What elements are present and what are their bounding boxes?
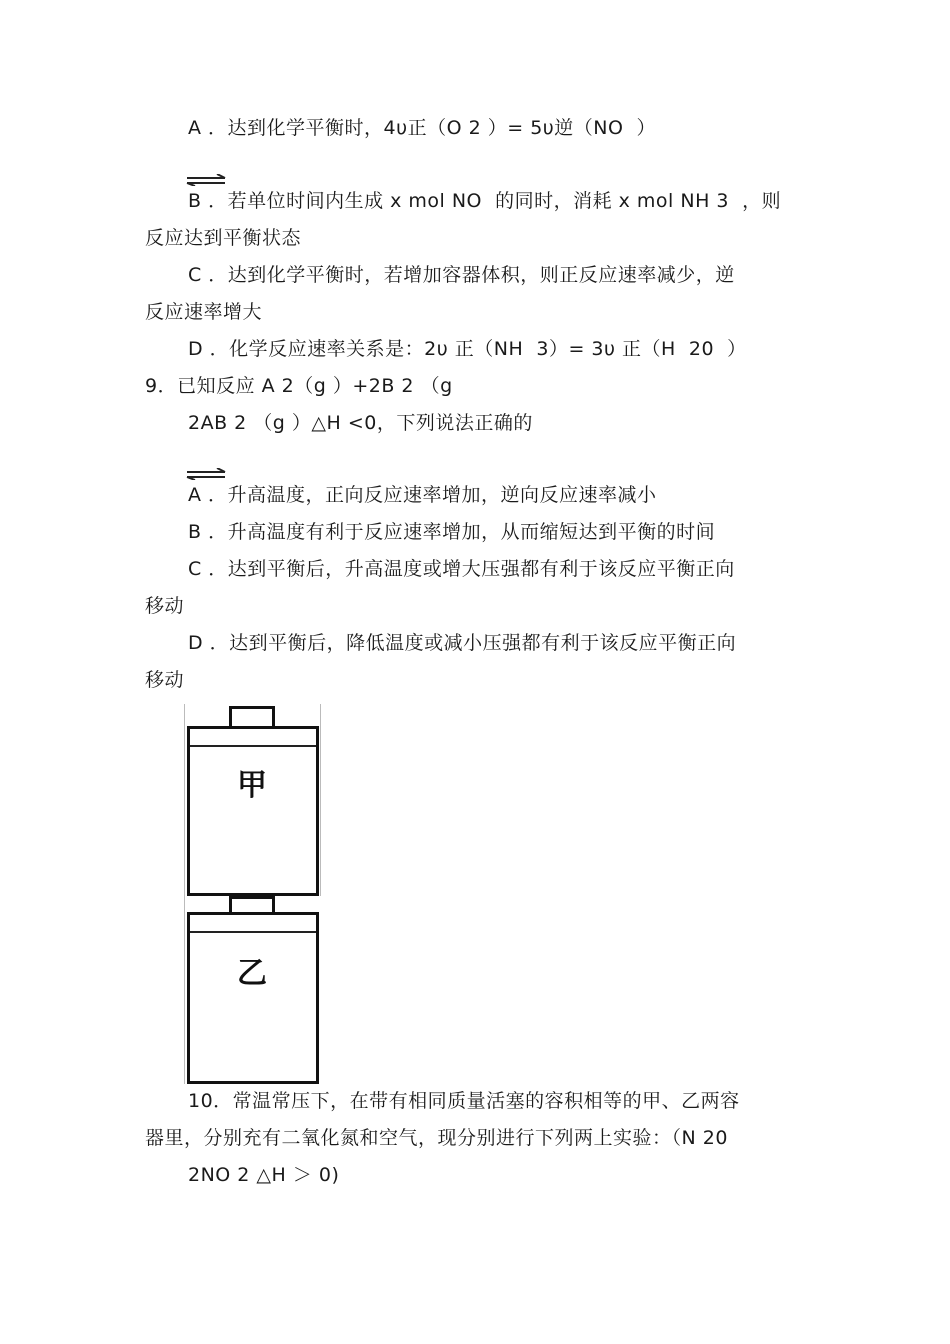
piston	[190, 931, 316, 933]
equilibrium-arrow-icon	[186, 174, 226, 186]
q9-option-c-line1: C ．达到平衡后，升高温度或增大压强都有利于该反应平衡正向	[188, 558, 735, 580]
figure-right-edge	[320, 704, 321, 896]
vessel-a-body	[187, 726, 319, 896]
vessel-b-label: 乙	[237, 956, 267, 991]
q8-option-b-line1: B ．若单位时间内生成 x mol NO 的同时，消耗 x mol NH 3 ，则	[188, 190, 782, 212]
q8-option-b-line2: 反应达到平衡状态	[145, 227, 302, 249]
q9-option-c-line2: 移动	[145, 595, 185, 617]
q10-line1: 10．常温常压下，在带有相同质量活塞的容积相等的甲、乙两容	[188, 1090, 740, 1112]
q10-line2: 器里，分别充有二氧化氮和空气，现分别进行下列两上实验：（N 20	[145, 1127, 728, 1149]
q10-line3: 2NO 2 △H ＞ 0)	[188, 1164, 340, 1186]
piston	[190, 745, 316, 747]
q9-stem-line2: 2AB 2 （g ）△H <0，下列说法正确的	[188, 412, 533, 434]
q8-option-d: D ．化学反应速率关系是：2υ 正（NH 3）= 3υ 正（H 20 ）	[188, 338, 747, 360]
vessel-a-label: 甲	[237, 768, 267, 803]
q9-option-d-line1: D ．达到平衡后，降低温度或减小压强都有利于该反应平衡正向	[188, 632, 737, 654]
vessel-a	[185, 704, 319, 896]
q9-stem-line1: 9．已知反应 A 2（g ）+2B 2 （g	[145, 375, 453, 397]
q9-option-d-line2: 移动	[145, 669, 185, 691]
q8-option-c-line2: 反应速率增大	[145, 301, 263, 323]
q9-option-a: A ．升高温度，正向反应速率增加，逆向反应速率减小	[188, 484, 657, 506]
q9-option-b: B ．升高温度有利于反应速率增加，从而缩短达到平衡的时间	[188, 521, 716, 543]
equilibrium-arrow-icon	[186, 468, 226, 480]
q8-option-c-line1: C ．达到化学平衡时，若增加容器体积，则正反应速率减少，逆	[188, 264, 735, 286]
q8-option-a: A ．达到化学平衡时，4υ正（O 2 ）= 5υ逆（NO ）	[188, 117, 657, 139]
vessel-b-body	[187, 912, 319, 1084]
vessel-b	[185, 894, 319, 1086]
